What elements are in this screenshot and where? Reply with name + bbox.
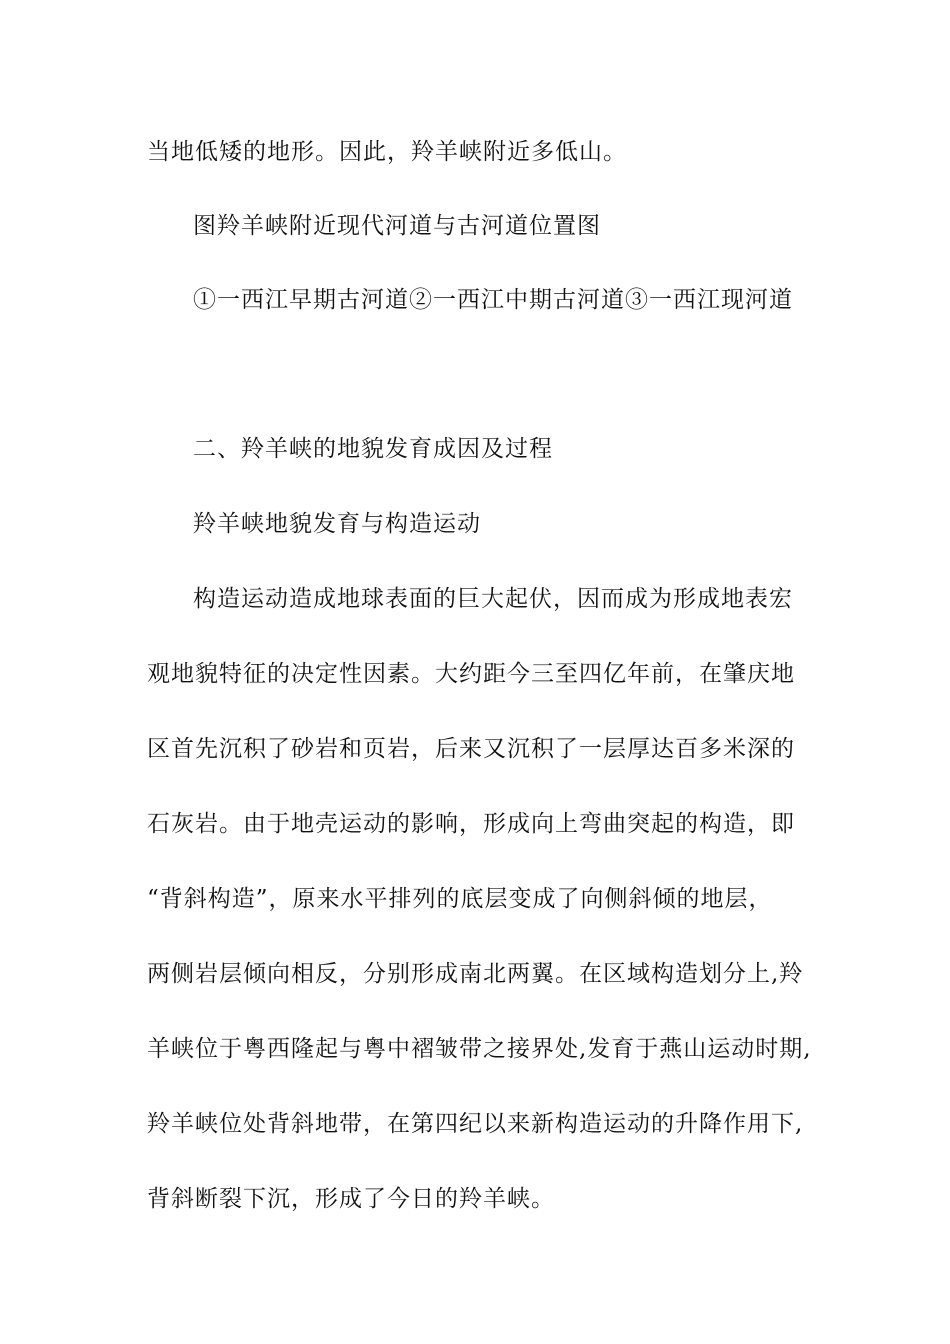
body-text-line: 当地低矮的地形。因此，羚羊峡附近多低山。	[147, 139, 627, 165]
paragraph-line: 区首先沉积了砂岩和页岩，后来又沉积了一层厚达百多米深的	[147, 736, 795, 762]
paragraph-line: 两侧岩层倾向相反，分别形成南北两翼。在区域构造划分上,羚	[147, 961, 804, 987]
subsection-heading: 羚羊峡地貌发育与构造运动	[193, 511, 481, 537]
paragraph-line: 观地貌特征的决定性因素。大约距今三至四亿年前，在肇庆地	[147, 661, 795, 687]
paragraph-line: 背斜断裂下沉，形成了今日的羚羊峡。	[147, 1186, 555, 1212]
paragraph-line: 石灰岩。由于地壳运动的影响，形成向上弯曲突起的构造，即	[147, 811, 795, 837]
paragraph-line: “背斜构造”，原来水平排列的底层变成了向侧斜倾的地层，	[147, 886, 773, 912]
section-heading: 二、羚羊峡的地貌发育成因及过程	[193, 436, 553, 462]
paragraph-first-line: 构造运动造成地球表面的巨大起伏，因而成为形成地表宏	[193, 586, 793, 612]
paragraph-line: 羊峡位于粤西隆起与粤中褶皱带之接界处,发育于燕山运动时期,	[147, 1036, 812, 1062]
figure-caption: 图羚羊峡附近现代河道与古河道位置图	[193, 213, 601, 239]
paragraph-line: 羚羊峡位处背斜地带，在第四纪以来新构造运动的升降作用下,	[147, 1111, 804, 1137]
figure-legend: ①一西江早期古河道②一西江中期古河道③一西江现河道	[193, 287, 793, 313]
